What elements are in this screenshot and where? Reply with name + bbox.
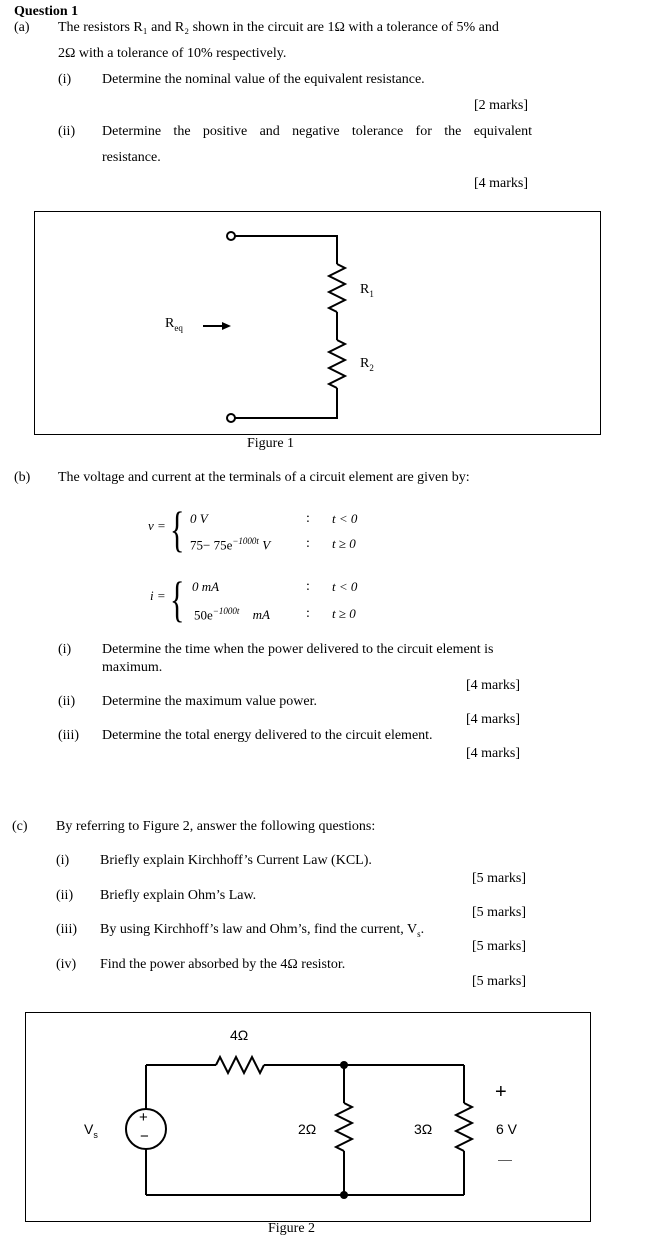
part-c-q4-number: (iv) (56, 957, 77, 972)
part-c-q3-number: (iii) (56, 922, 77, 937)
figure-1-circuit (35, 212, 600, 434)
i-case1: 0 mA (192, 579, 220, 594)
part-b-intro: The voltage and current at the terminals of a circuit element are given by: (58, 470, 470, 485)
part-a-intro-line2: 2Ω with a tolerance of 10% respectively. (58, 46, 287, 61)
resistor-r2 (329, 340, 345, 388)
figure-2-frame (25, 1012, 591, 1222)
part-a-q2-number: (ii) (58, 124, 76, 139)
r1-label: $R_1$ (360, 282, 374, 299)
output-minus-sign: — (498, 1151, 512, 1167)
part-b-q3-marks: [4 marks] (466, 746, 521, 761)
part-b-q2-text: Determine the maximum value power. (102, 694, 317, 709)
part-b-q1-text-line1: Determine the time when the power delivered to the circuit element is (102, 642, 494, 657)
part-a-q1-marks: [2 marks] (474, 98, 529, 113)
v-brace: { (170, 501, 185, 557)
label-2-ohm: 2Ω (298, 1121, 317, 1137)
part-a-q2-text-line2: resistance. (102, 150, 161, 165)
source-minus-sign: − (140, 1128, 149, 1145)
part-c-label: (c) (12, 819, 28, 834)
figure-2-caption: Figure 2 (268, 1221, 316, 1236)
part-b-q3-number: (iii) (58, 728, 79, 743)
part-a-q1-text: Determine the nominal value of the equivalent resistance. (102, 72, 425, 87)
v-case1: 0 V (190, 511, 208, 526)
part-a-intro-line1: The resistors R₁ and R₂ shown in the circuit are 1Ω with a tolerance of 5% and (58, 20, 499, 35)
i-case2: $50e^{-1000t}$ mA (194, 606, 270, 623)
part-c-q1-text: Briefly explain Kirchhoff’s Current Law (KCL). (100, 853, 372, 868)
part-c-q3-text: By using Kirchhoff’s law and Ohm’s, find the current, $V_s$. (100, 922, 425, 939)
figure-1-caption: Figure 1 (247, 436, 295, 451)
part-a-q2-text-line1: Determine the positive and negative tolerance for the equivalent (102, 124, 532, 139)
top-terminal (227, 232, 235, 240)
v-case2: $75- 75e^{-1000t}$ V (190, 536, 271, 553)
junction-bottom (340, 1191, 348, 1199)
question-title: Question 1 (14, 4, 79, 19)
part-b-q2-number: (ii) (58, 694, 76, 709)
output-voltage: 6 V (496, 1121, 518, 1137)
figure-2-circuit (26, 1013, 590, 1221)
part-a-q1-number: (i) (58, 72, 72, 87)
bottom-terminal (227, 414, 235, 422)
label-4-ohm: 4Ω (230, 1027, 249, 1043)
i-condition2: t ≥ 0 (332, 606, 356, 621)
v-colon1: : (306, 511, 310, 526)
i-brace: { (170, 571, 185, 627)
part-a-q2-marks: [4 marks] (474, 176, 529, 191)
i-condition1: t < 0 (332, 579, 358, 594)
r2-label: $R_2$ (360, 356, 374, 373)
v-equation-lhs: v = (148, 518, 166, 533)
part-b-label: (b) (14, 470, 31, 485)
part-c-q2-marks: [5 marks] (472, 905, 527, 920)
junction-top (340, 1061, 348, 1069)
v-colon2: : (306, 536, 310, 551)
v-condition1: t < 0 (332, 511, 358, 526)
i-equation-lhs: i = (150, 588, 166, 603)
part-b-q1-number: (i) (58, 642, 72, 657)
resistor-3-ohm (456, 1103, 472, 1151)
part-b-q1-marks: [4 marks] (466, 678, 521, 693)
part-a-label: (a) (14, 20, 30, 35)
req-label: $R_{eq}$ (165, 316, 183, 333)
part-b-q2-marks: [4 marks] (466, 712, 521, 727)
part-c-intro: By referring to Figure 2, answer the following questions: (56, 819, 376, 834)
i-colon1: : (306, 579, 310, 594)
resistor-2-ohm (336, 1103, 352, 1151)
resistor-r1 (329, 264, 345, 312)
part-c-q2-number: (ii) (56, 888, 74, 903)
i-colon2: : (306, 606, 310, 621)
part-c-q4-marks: [5 marks] (472, 974, 527, 989)
label-3-ohm: 3Ω (414, 1121, 433, 1137)
part-b-q1-text-line2: maximum. (102, 660, 163, 675)
part-b-q3-text: Determine the total energy delivered to the circuit element. (102, 728, 433, 743)
v-condition2: t ≥ 0 (332, 536, 356, 551)
output-plus-sign: + (495, 1081, 507, 1103)
part-c-q1-marks: [5 marks] (472, 871, 527, 886)
resistor-4-ohm (216, 1057, 264, 1073)
part-c-q3-marks: [5 marks] (472, 939, 527, 954)
part-c-q4-text: Find the power absorbed by the 4Ω resistor. (100, 957, 346, 972)
figure-1-frame (34, 211, 601, 435)
part-c-q1-number: (i) (56, 853, 70, 868)
source-plus-sign: + (139, 1109, 148, 1126)
vs-label: $V_s$ (84, 1121, 98, 1140)
part-c-q2-text: Briefly explain Ohm’s Law. (100, 888, 257, 903)
